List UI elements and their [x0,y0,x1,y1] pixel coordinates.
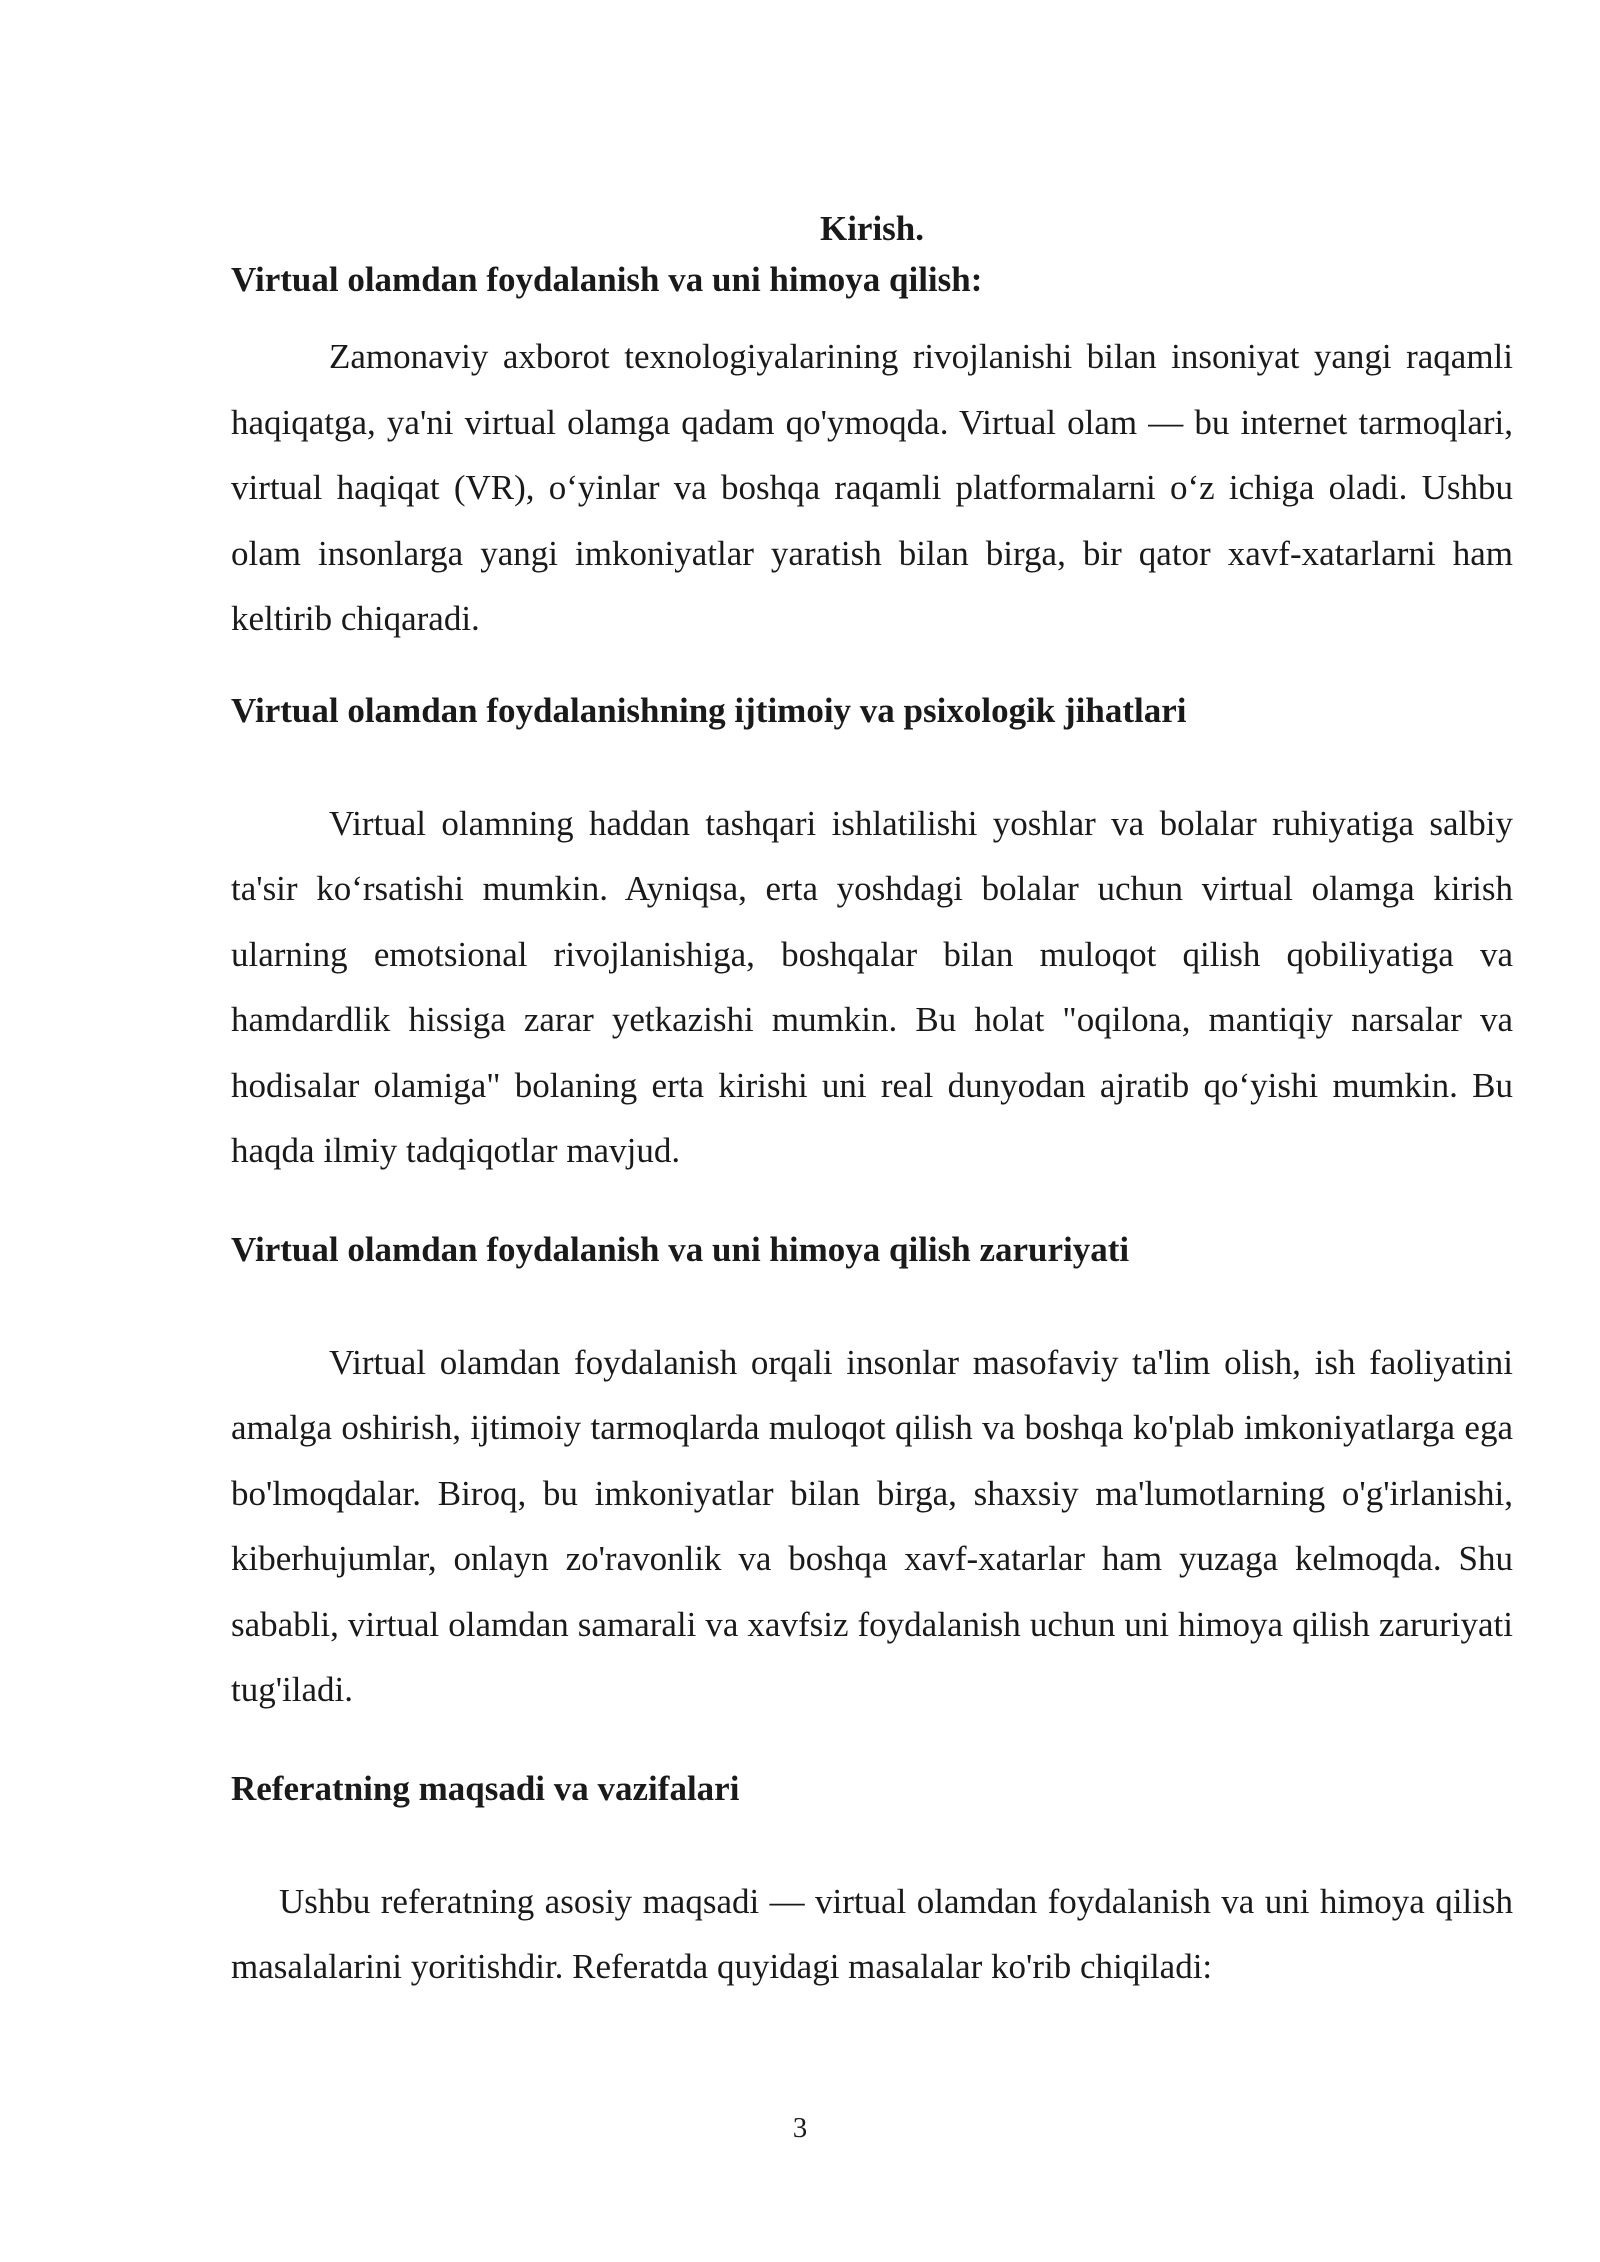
protection-necessity-paragraph: Virtual olamdan foydalanish orqali insonlar masofaviy ta'lim olish, ish faoliyatini amalga oshirish, ijtimoiy tarmoqlarda muloqot qilish va boshqa ko'plab imkoniyatlarga ega bo'lmoqdalar. Biroq, bu imkoniyatlar bilan birga, shaxsiy ma'lumotlarning o'g'irlanishi, kiberhujumlar, onlayn zo'ravonlik va boshqa xavf-xatarlar ham yuzaga kelmoqda. Shu sababli, virtual olamdan samarali va xavfsiz foydalanish uchun uni himoya qilish zaruriyati tug'iladi. [231,1342,1513,1709]
page-content [231,200,1513,2000]
section-heading-goals-tasks: Referatning maqsadi va vazifalari [231,1768,740,1808]
document-title: Kirish. [819,209,925,248]
intro-paragraph: Zamonaviy axborot texnologiyalarining rivojlanishi bilan insoniyat yangi raqamli haqiqatga, ya'ni virtual olamga qadam qo'ymoqda. Virtual olam — bu internet tarmoqlari, virtual haqiqat (VR), o‘yinlar va boshqa raqamli platformalarni o‘z ichiga oladi. Ushbu olam insonlarga yangi imkoniyatlar yaratish bilan birga, bir qator xavf-xatarlarni ham keltirib chiqaradi. [231,337,1513,638]
goals-tasks-paragraph: Ushbu referatning asosiy maqsadi — virtual olamdan foydalanish va uni himoya qilish masalalarini yoritishdir. Referatda quyidagi masalalar ko'rib chiqiladi: [231,1881,1513,1986]
section-heading-social-psychological: Virtual olamdan foydalanishning ijtimoiy va psixologik jihatlari [231,690,1187,730]
section-heading-protection-necessity: Virtual olamdan foydalanish va uni himoya qilish zaruriyati [231,1229,1130,1269]
document-subtitle: Virtual olamdan foydalanish va uni himoya qilish: [231,260,983,299]
page-number: 3 [792,2112,808,2144]
social-psychological-paragraph: Virtual olamning haddan tashqari ishlatilishi yoshlar va bolalar ruhiyatiga salbiy ta'sir ko‘rsatishi mumkin. Ayniqsa, erta yoshdagi bolalar uchun virtual olamga kirish ularning emotsional rivojlanishiga, boshqalar bilan muloqot qilish qobiliyatiga va hamdardlik hissiga zarar yetkazishi mumkin. Bu holat "oqilona, mantiqiy narsalar va hodisalar olamiga" bolaning erta kirishi uni real dunyodan ajratib qo‘yishi mumkin. Bu haqda ilmiy tadqiqotlar mavjud. [231,803,1513,1170]
